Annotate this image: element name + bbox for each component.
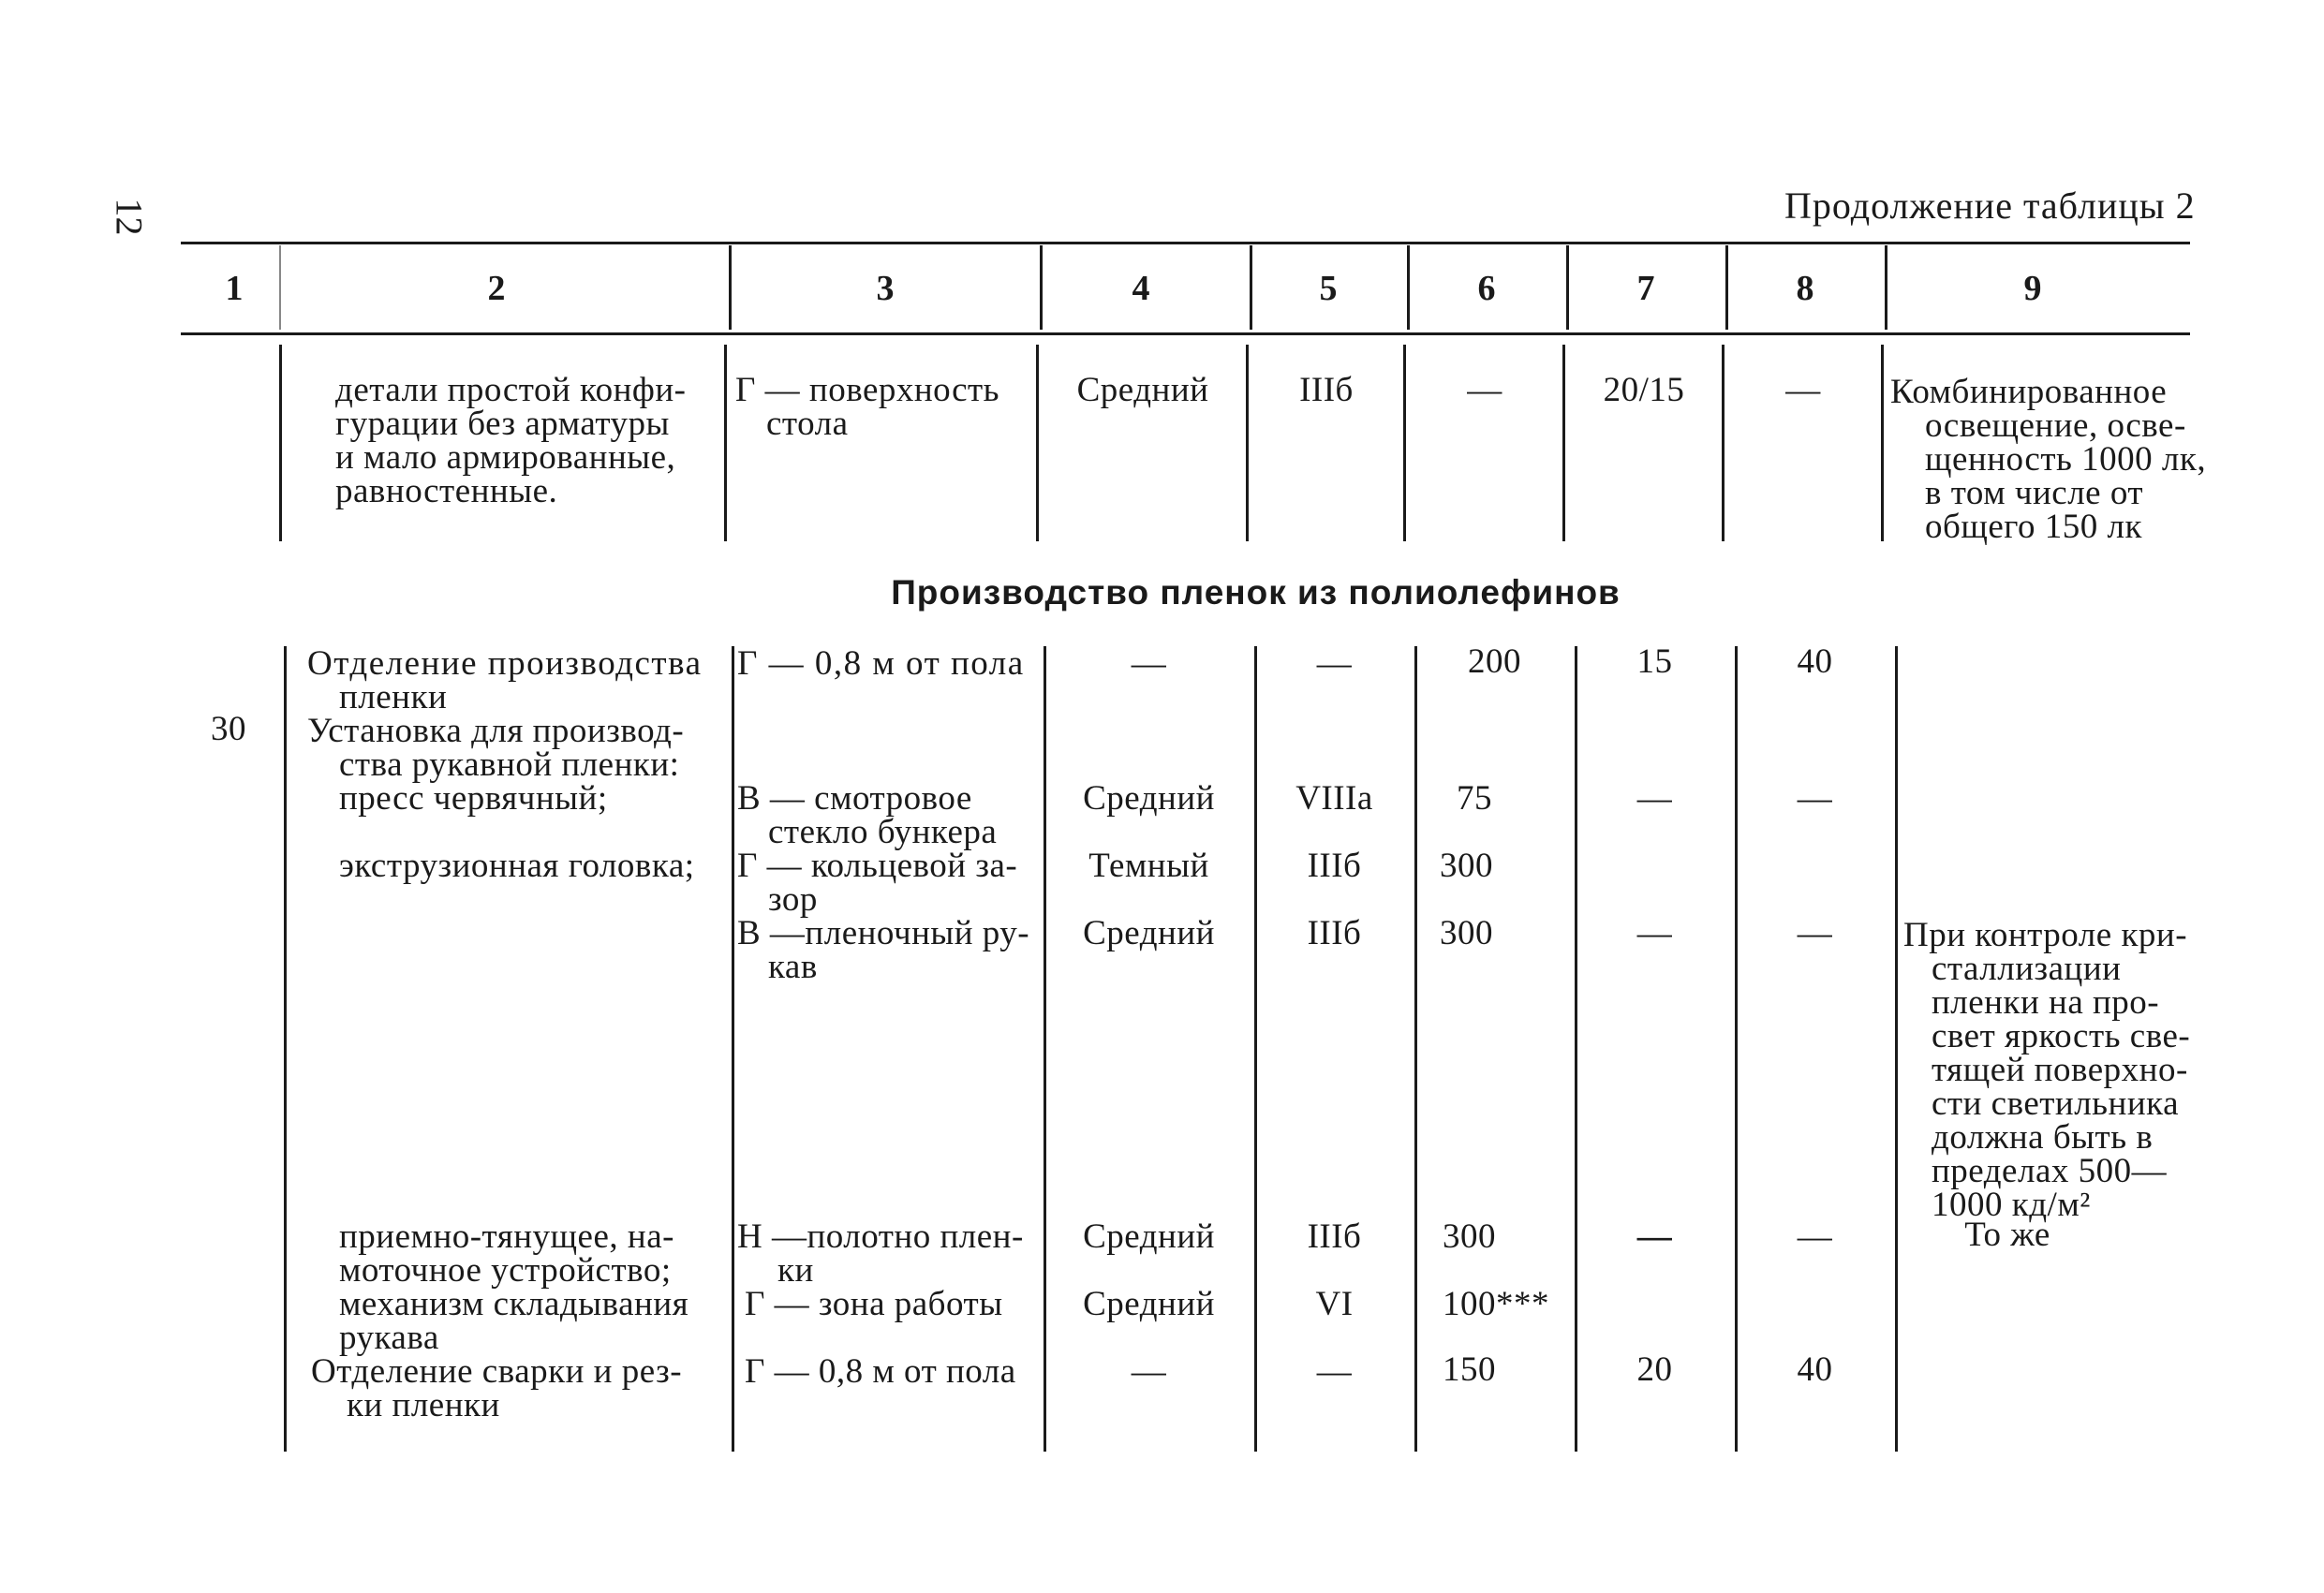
header-top-rule xyxy=(181,242,2190,244)
header-bottom-rule xyxy=(181,332,2190,335)
col-header-3: 3 xyxy=(876,269,895,308)
cell-line: в том числе от xyxy=(1925,474,2144,512)
cell-value: Темный xyxy=(1088,847,1209,885)
col-header-6: 6 xyxy=(1477,269,1496,308)
cell-value: — xyxy=(1316,1352,1353,1391)
col-header-5: 5 xyxy=(1319,269,1338,308)
cell-value: VIIIa xyxy=(1295,779,1373,818)
cell-line: Н —полотно плен- xyxy=(737,1217,1024,1256)
cell-line: Г — 0,8 м от пола xyxy=(745,1352,1016,1391)
row-sep xyxy=(1254,646,1257,1452)
cell-line: гурации без арматуры xyxy=(335,405,670,443)
col-header-1: 1 xyxy=(225,269,244,308)
cell-value: 75 xyxy=(1457,779,1492,818)
cell-line: зор xyxy=(768,880,818,919)
cell-value: IIIб xyxy=(1307,1217,1362,1256)
cell-line: экструзионная головка; xyxy=(339,847,695,885)
header-sep xyxy=(1885,245,1887,330)
cell-value: — xyxy=(1636,1217,1673,1256)
cell-value: 100*** xyxy=(1443,1285,1549,1323)
cell-line: стола xyxy=(766,405,849,443)
cell-value: — xyxy=(1636,779,1673,818)
cell-line: приемно-тянущее, на- xyxy=(339,1217,674,1256)
cell-line: рукава xyxy=(339,1319,439,1357)
cell-value: 200 xyxy=(1468,642,1521,681)
cell-line: Отделение производства xyxy=(307,644,703,683)
cell-value: — xyxy=(1131,644,1167,683)
cell-line: сталлизации xyxy=(1932,950,2122,988)
cell-value: 15 xyxy=(1636,642,1673,681)
cell-line: сти светильника xyxy=(1932,1084,2179,1123)
row-number: 30 xyxy=(211,710,246,748)
cell-line: щенность 1000 лк, xyxy=(1925,440,2207,479)
cell-line: освещение, осве- xyxy=(1925,406,2186,445)
cell-value: — xyxy=(1797,1217,1833,1256)
header-sep xyxy=(1566,245,1569,330)
col-header-8: 8 xyxy=(1796,269,1814,308)
header-sep xyxy=(1250,245,1252,330)
cell-line: детали простой конфи- xyxy=(335,371,687,409)
cell-line: кав xyxy=(768,948,818,986)
cell-value: IIIб xyxy=(1307,914,1362,952)
cell-value: 40 xyxy=(1797,642,1833,681)
cell-line: 1000 кд/м² xyxy=(1932,1186,2091,1224)
row-sep xyxy=(732,646,734,1452)
cell-line: Г — 0,8 м от пола xyxy=(737,644,1025,683)
page-number: 12 xyxy=(108,198,151,236)
cell-value: 300 xyxy=(1440,847,1493,885)
cell-line: должна быть в xyxy=(1932,1118,2154,1157)
cell-line: стекло бункера xyxy=(768,813,998,851)
cell-line: пресс червячный; xyxy=(339,779,608,818)
cell-line: В —пленочный ру- xyxy=(737,914,1030,952)
cell-line: общего 150 лк xyxy=(1925,508,2142,546)
row-sep xyxy=(1414,646,1417,1452)
cell-line: равностенные. xyxy=(335,472,558,510)
header-sep xyxy=(1040,245,1043,330)
cell-value: Средний xyxy=(1076,371,1209,409)
cell-value: 300 xyxy=(1440,914,1493,952)
row-prev-sep xyxy=(1036,345,1039,541)
col-header-7: 7 xyxy=(1636,269,1655,308)
cell-value: IIIб xyxy=(1307,847,1362,885)
cell-line: свет яркость све- xyxy=(1932,1017,2191,1055)
cell-line: Отделение сварки и рез- xyxy=(311,1352,683,1391)
cell-line: ки пленки xyxy=(347,1386,500,1424)
header-sep xyxy=(729,245,732,330)
cell-value: Средний xyxy=(1083,914,1215,952)
cell-line: ства рукавной пленки: xyxy=(339,745,680,784)
cell-line: Комбинированное xyxy=(1890,373,2168,411)
section-title: Производство пленок из полиолефинов xyxy=(891,573,1621,612)
header-sep xyxy=(1407,245,1410,330)
cell-line: ки xyxy=(777,1251,814,1290)
table-caption: Продолжение таблицы 2 xyxy=(1784,184,2196,227)
cell-line: При контроле кри- xyxy=(1903,916,2188,954)
cell-line: Г — зона работы xyxy=(745,1285,1003,1323)
row-sep xyxy=(1735,646,1738,1452)
row-prev-sep xyxy=(1403,345,1406,541)
cell-value: — xyxy=(1797,914,1833,952)
cell-value: Средний xyxy=(1083,779,1215,818)
row-prev-sep xyxy=(1722,345,1724,541)
cell-value: VI xyxy=(1315,1285,1354,1323)
header-sep xyxy=(279,245,281,330)
row-sep xyxy=(1895,646,1898,1452)
row-prev-sep xyxy=(1881,345,1884,541)
cell-line: тящей поверхно- xyxy=(1932,1051,2188,1089)
cell-line: механизм складывания xyxy=(339,1285,689,1323)
cell-value: IIIб xyxy=(1299,371,1354,409)
cell-value: 20/15 xyxy=(1603,371,1685,409)
row-sep xyxy=(1575,646,1577,1452)
cell-value: — xyxy=(1797,779,1833,818)
cell-value: 150 xyxy=(1443,1350,1496,1389)
cell-line: В — смотровое xyxy=(737,779,972,818)
cell-line: пленки xyxy=(339,678,448,716)
cell-value: Средний xyxy=(1083,1285,1215,1323)
cell-line: моточное устройство; xyxy=(339,1251,672,1290)
cell-value: То же xyxy=(1964,1216,2050,1254)
cell-value: — xyxy=(1131,1352,1167,1391)
cell-line: Г — кольцевой за- xyxy=(737,847,1018,885)
col-header-4: 4 xyxy=(1132,269,1150,308)
row-sep xyxy=(1044,646,1046,1452)
row-prev-sep xyxy=(279,345,282,541)
cell-value: — xyxy=(1316,644,1353,683)
cell-line: Установка для производ- xyxy=(307,712,685,750)
cell-line: пределах 500— xyxy=(1932,1152,2168,1190)
cell-value: — xyxy=(1636,914,1673,952)
cell-value: — xyxy=(1785,371,1821,409)
header-sep xyxy=(1725,245,1728,330)
cell-value: 300 xyxy=(1443,1217,1496,1256)
cell-line: пленки на про- xyxy=(1932,983,2160,1022)
row-prev-sep xyxy=(1562,345,1565,541)
cell-value: 20 xyxy=(1636,1350,1673,1389)
col-header-9: 9 xyxy=(2023,269,2042,308)
cell-value: — xyxy=(1467,371,1502,409)
cell-value: Средний xyxy=(1083,1217,1215,1256)
row-sep xyxy=(284,646,287,1452)
cell-line: и мало армированные, xyxy=(335,438,676,477)
row-prev-sep xyxy=(1246,345,1249,541)
cell-line: Г — поверхность xyxy=(735,371,1000,409)
row-prev-sep xyxy=(724,345,727,541)
col-header-2: 2 xyxy=(487,269,506,308)
cell-value: 40 xyxy=(1797,1350,1833,1389)
